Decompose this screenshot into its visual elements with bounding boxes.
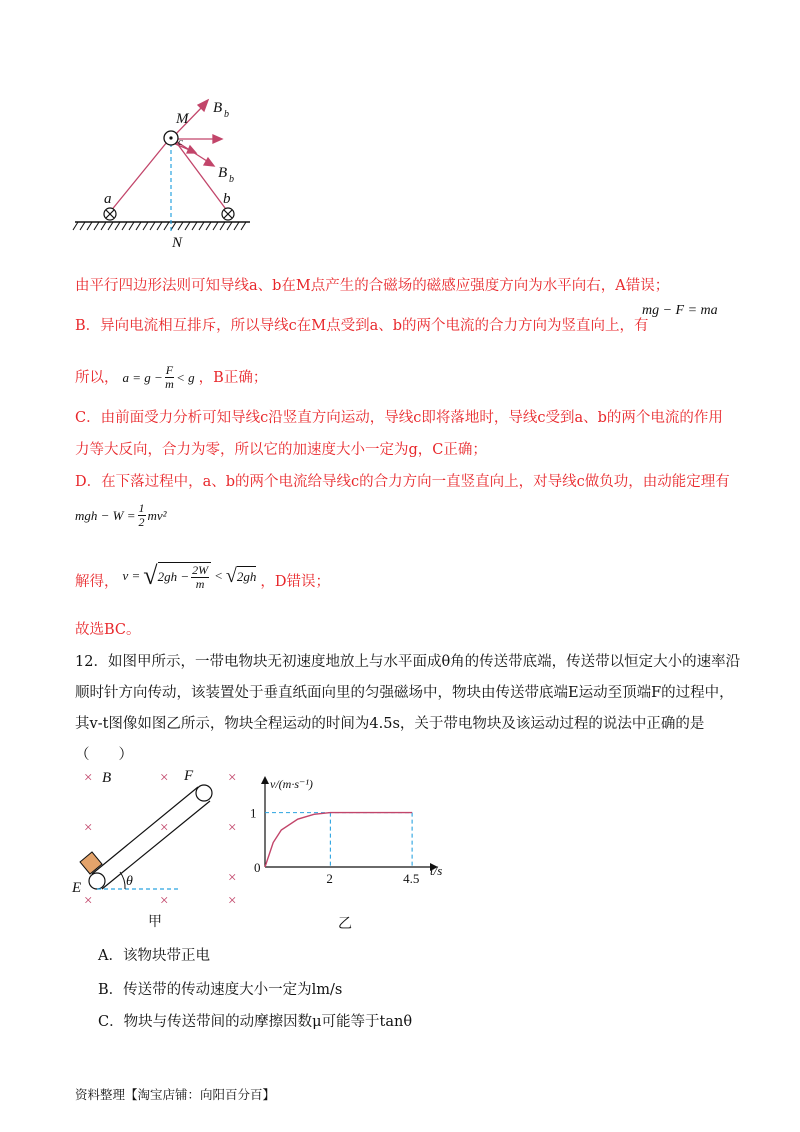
label-Bb-mid: B	[218, 165, 228, 181]
label-Bb-mid-sub: b	[229, 174, 234, 185]
question-12-answer-blank: （ ）	[75, 747, 133, 763]
equation-energy-theorem: mgh − W = $\frac{1}{2}$ mv²	[75, 501, 167, 529]
label-E: E	[72, 880, 82, 896]
label-B: B	[102, 770, 112, 786]
line-a-to-m	[110, 142, 167, 212]
wire-b	[222, 208, 234, 220]
label-theta: θ	[126, 874, 133, 889]
field-cross: ×	[228, 893, 237, 909]
b-correct-text: ，B正确；	[198, 369, 268, 386]
figure-magnetic-field-wires	[60, 88, 290, 256]
caption-jia: 甲	[148, 915, 162, 930]
field-cross: ×	[84, 820, 93, 836]
field-cross: ×	[160, 893, 169, 909]
y-axis-arrow	[261, 776, 269, 784]
label-a: a	[104, 191, 112, 207]
ground-hatch	[73, 222, 246, 230]
caption-yi: 乙	[338, 917, 352, 932]
x-tick-label: 4.5	[403, 871, 420, 886]
solution-line-8: 故选BC。	[75, 622, 141, 638]
belt-top-edge	[92, 787, 198, 874]
field-cross: ×	[228, 820, 237, 836]
origin-label: 0	[254, 860, 261, 875]
label-M: M	[176, 111, 189, 127]
chart-v-t	[240, 770, 460, 935]
equation-acceleration: a = g − $\frac{F}{m}$ < g	[122, 363, 195, 391]
question-12-line-1: 12．如图甲所示，一带电物块无初速度地放上与水平面成θ角的传送带底端，传送带以恒定大小的速率沿	[75, 654, 741, 670]
x-axis-label: t/s	[430, 863, 443, 878]
field-cross: ×	[160, 820, 169, 836]
so-prefix: 所以，	[75, 369, 119, 386]
angle-arc	[120, 872, 125, 889]
field-cross: ×	[228, 770, 237, 786]
solution-line-4: C．由前面受力分析可知导线c沿竖直方向运动，导线c即将落地时，导线c受到a、b的两个电流的作用	[75, 410, 723, 426]
y-tick-label: 1	[250, 805, 257, 821]
d-wrong-text: ，D错误；	[260, 574, 331, 590]
label-F: F	[184, 768, 194, 784]
solution-line-1: 由平行四边形法则可知导线a、b在M点产生的合磁场的磁感应强度方向为水平向右，A错误；	[75, 278, 670, 294]
label-c: c	[178, 136, 183, 148]
wire-a	[104, 208, 116, 220]
solution-line-5: 力等大反向，合力为零，所以它的加速度大小一定为g，C正确；	[75, 442, 487, 458]
equation-velocity: v = √ 2gh − $\frac{2W}{m}$ < √ 2gh	[122, 561, 257, 591]
solution-line-2: B．异向电流相互排斥，所以导线c在M点受到a、b的两个电流的合力方向为竖直向上，有	[75, 318, 649, 334]
solve-prefix: 解得，	[75, 574, 119, 590]
belt-bottom-edge	[102, 801, 210, 889]
label-Bb-top: B	[213, 100, 223, 116]
charged-block	[80, 852, 102, 874]
label-b: b	[223, 191, 231, 207]
roller-top	[196, 785, 212, 801]
option-c: C．物块与传送带间的动摩擦因数μ可能等于tanθ	[98, 1014, 413, 1030]
x-tick-label: 2	[326, 871, 333, 886]
field-cross: ×	[84, 893, 93, 909]
label-Bb-top-sub: b	[224, 109, 229, 120]
roller-bottom	[89, 873, 105, 889]
equation-mg-f-ma: mg − F = ma	[642, 303, 718, 318]
label-N: N	[172, 235, 183, 251]
field-cross: ×	[160, 770, 169, 786]
solution-line-7	[75, 560, 330, 592]
option-a: A．该物块带正电	[98, 948, 210, 964]
page-footer: 资料整理【淘宝店铺：向阳百分百】	[75, 1087, 276, 1102]
field-cross: ×	[84, 770, 93, 786]
series-line	[265, 813, 412, 867]
question-12-line-3: 其v-t图像如图乙所示，物块全程运动的时间为4.5s，关于带电物块及该运动过程的说法中正确的是	[75, 716, 705, 732]
field-cross: ×	[228, 870, 237, 886]
solution-line-3	[75, 364, 267, 391]
solution-line-6: D．在下落过程中，a、b的两个电流给导线c的合力方向一直竖直向上，对导线c做负功，由动能定理有	[75, 474, 730, 490]
y-axis-label: v/(m·s⁻¹)	[270, 777, 313, 791]
question-12-line-2: 顺时针方向传动，该装置处于垂直纸面向里的匀强磁场中，物块由传送带底端E运动至顶端F的过程中，	[75, 685, 734, 701]
option-b: B．传送带的传动速度大小一定为lm/s	[98, 982, 343, 998]
